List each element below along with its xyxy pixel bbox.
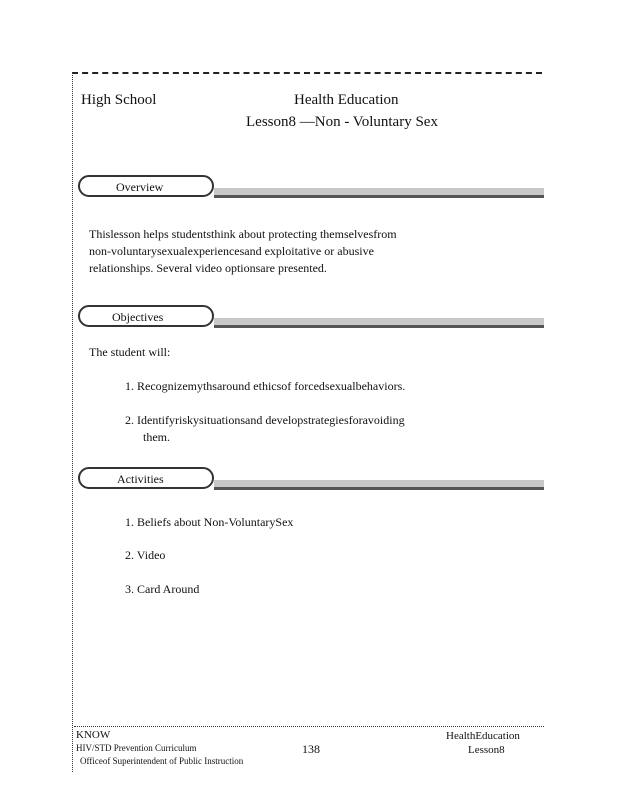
activities-heading: Activities xyxy=(117,472,164,486)
page-number: 138 xyxy=(302,742,320,756)
objective-item-2: 2. Identifyriskysituationsand developstrategiesforavoiding xyxy=(125,413,405,427)
footer-subject: HealthEducation xyxy=(446,730,520,742)
activity-item-1: 1. Beliefs about Non-VoluntarySex xyxy=(125,515,294,529)
footer-dotted-rule xyxy=(74,726,544,727)
left-dotted-rule xyxy=(72,72,73,772)
objective-item-2-continuation: them. xyxy=(143,430,170,444)
school-level-title: High School xyxy=(81,92,157,108)
overview-line-3: relationships. Several video optionsare presented. xyxy=(89,261,327,275)
objectives-heading-pill xyxy=(78,305,214,327)
activity-item-2: 2. Video xyxy=(125,548,166,562)
overview-heading: Overview xyxy=(116,180,164,194)
footer-lesson: Lesson8 xyxy=(468,744,505,756)
subject-title: Health Education xyxy=(294,92,399,108)
activity-item-3: 3. Card Around xyxy=(125,582,200,596)
overview-line-1: Thislesson helps studentsthink about protecting themselvesfrom xyxy=(89,227,397,241)
footer-curriculum: HIV/STD Prevention Curriculum xyxy=(76,743,197,753)
objectives-heading: Objectives xyxy=(112,310,164,324)
activities-divider-bar xyxy=(214,480,544,490)
objectives-intro: The student will: xyxy=(89,345,171,359)
overview-divider-bar xyxy=(214,188,544,198)
overview-line-2: non-voluntarysexualexperiencesand exploitative or abusive xyxy=(89,244,374,258)
activities-heading-pill xyxy=(78,467,214,489)
overview-heading-pill xyxy=(78,175,214,197)
top-dashed-rule xyxy=(72,72,542,74)
footer-know: KNOW xyxy=(76,729,111,741)
footer-office: Officeof Superintendent of Public Instruction xyxy=(80,756,244,766)
lesson-title: Lesson8 —Non - Voluntary Sex xyxy=(246,114,438,130)
objectives-divider-bar xyxy=(214,318,544,328)
objective-item-1: 1. Recognizemythsaround ethicsof forcedsexualbehaviors. xyxy=(125,379,406,393)
